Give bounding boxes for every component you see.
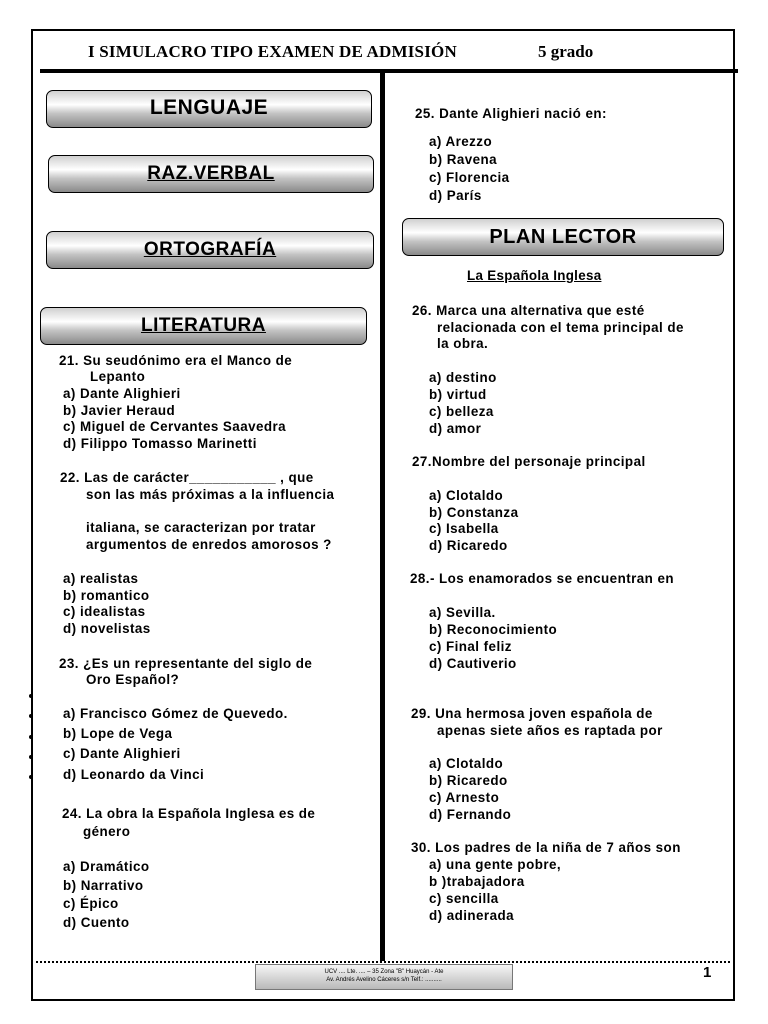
- q27-text: 27.Nombre del personaje principal: [412, 454, 646, 469]
- margin-bullet: [29, 694, 33, 698]
- section-raz-verbal-label: RAZ.VERBAL: [147, 163, 275, 184]
- q21-text: 21. Su seudónimo era el Manco de: [59, 353, 293, 368]
- q29-option-c: c) Arnesto: [429, 790, 500, 805]
- column-divider: [380, 73, 385, 961]
- q30-option-c: c) sencilla: [429, 891, 499, 906]
- q24-option-a: a) Dramático: [63, 859, 150, 874]
- section-raz-verbal: [48, 155, 374, 193]
- q23-option-c: c) Dante Alighieri: [63, 746, 181, 761]
- q28-option-c: c) Final feliz: [429, 639, 512, 654]
- q27-option-a: a) Clotaldo: [429, 488, 504, 503]
- margin-bullet: [29, 775, 33, 779]
- q29-text: 29. Una hermosa joven española de: [411, 706, 653, 721]
- q22-text-cont1: son las más próximas a la influencia: [86, 487, 335, 502]
- q30-option-a: a) una gente pobre,: [429, 857, 562, 872]
- q22-option-d: d) novelistas: [63, 621, 151, 636]
- q23-option-a: a) Francisco Gómez de Quevedo.: [63, 706, 288, 721]
- q26-option-c: c) belleza: [429, 404, 494, 419]
- q21-option-a: a) Dante Alighieri: [63, 386, 181, 401]
- q25-option-b: b) Ravena: [429, 152, 498, 167]
- q25-option-d: d) París: [429, 188, 482, 203]
- margin-bullet: [29, 755, 33, 759]
- margin-bullet: [29, 714, 33, 718]
- q25-text: 25. Dante Alighieri nació en:: [415, 106, 607, 121]
- q22-option-c: c) idealistas: [63, 604, 146, 619]
- q23-option-b: b) Lope de Vega: [63, 726, 173, 741]
- q27-option-c: c) Isabella: [429, 521, 499, 536]
- q30-option-d: d) adinerada: [429, 908, 515, 923]
- section-lenguaje: [46, 90, 372, 128]
- q27-option-d: d) Ricaredo: [429, 538, 508, 553]
- q22-text: 22. Las de carácter___________ , que: [60, 470, 314, 485]
- q29-option-b: b) Ricaredo: [429, 773, 508, 788]
- section-literatura-label: LITERATURA: [141, 315, 266, 336]
- q29-option-a: a) Clotaldo: [429, 756, 504, 771]
- footer-address-box: [255, 964, 513, 990]
- footer-address-line1: UCV .... Lte. .... – 35 Zona "B" Huaycán - Ate: [324, 969, 444, 975]
- q21-option-c: c) Miguel de Cervantes Saavedra: [63, 419, 287, 434]
- q24-option-c: c) Épico: [63, 896, 119, 911]
- q28-option-a: a) Sevilla.: [429, 605, 496, 620]
- section-ortografia-label: ORTOGRAFÍA: [143, 239, 277, 260]
- footer-rule: [36, 961, 730, 963]
- book-title: La Española Inglesa: [467, 268, 602, 283]
- q25-option-c: c) Florencia: [429, 170, 510, 185]
- q26-text-cont1: relacionada con el tema principal de: [437, 320, 684, 335]
- q24-text-cont: género: [83, 824, 131, 839]
- q30-option-b: b )trabajadora: [429, 874, 525, 889]
- section-ortografia: [46, 231, 374, 269]
- grade-label: 5 grado: [538, 42, 594, 61]
- q28-option-b: b) Reconocimiento: [429, 622, 558, 637]
- q24-option-d: d) Cuento: [63, 915, 130, 930]
- section-literatura: [40, 307, 367, 345]
- exam-title: I SIMULACRO TIPO EXAMEN DE ADMISIÓN: [88, 42, 457, 61]
- q26-option-b: b) virtud: [429, 387, 487, 402]
- q26-text-cont2: la obra.: [437, 336, 489, 351]
- header: [40, 36, 730, 68]
- q29-text-cont: apenas siete años es raptada por: [437, 723, 663, 738]
- q21-option-d: d) Filippo Tomasso Marinetti: [63, 436, 257, 451]
- q25-option-a: a) Arezzo: [429, 134, 493, 149]
- header-rule: [40, 69, 738, 73]
- q26-option-a: a) destino: [429, 370, 497, 385]
- q22-option-a: a) realistas: [63, 571, 139, 586]
- q24-text: 24. La obra la Española Inglesa es de: [62, 806, 316, 821]
- q22-text-cont2: italiana, se caracterizan por tratar: [86, 520, 316, 535]
- q21-text-cont: Lepanto: [90, 369, 146, 384]
- section-plan-lector-label: PLAN LECTOR: [489, 226, 637, 248]
- q23-option-d: d) Leonardo da Vinci: [63, 767, 205, 782]
- q23-text-cont: Oro Español?: [86, 672, 180, 687]
- q30-text: 30. Los padres de la niña de 7 años son: [411, 840, 681, 855]
- section-plan-lector: [402, 218, 724, 256]
- q28-option-d: d) Cautiverio: [429, 656, 517, 671]
- margin-bullet: [29, 735, 33, 739]
- q29-option-d: d) Fernando: [429, 807, 512, 822]
- q22-option-b: b) romantico: [63, 588, 150, 603]
- q26-text: 26. Marca una alternativa que esté: [412, 303, 645, 318]
- q27-option-b: b) Constanza: [429, 505, 519, 520]
- page-number: 1: [703, 964, 712, 981]
- q22-text-cont3: argumentos de enredos amorosos ?: [86, 537, 332, 552]
- q26-option-d: d) amor: [429, 421, 482, 436]
- q21-option-b: b) Javier Heraud: [63, 403, 176, 418]
- q28-text: 28.- Los enamorados se encuentran en: [410, 571, 675, 586]
- q23-text: 23. ¿Es un representante del siglo de: [59, 656, 313, 671]
- footer-address-line2: Av. Andrés Avelino Cáceres s/n Telf.: ..........: [326, 977, 442, 983]
- section-lenguaje-label: LENGUAJE: [149, 96, 269, 119]
- q24-option-b: b) Narrativo: [63, 878, 144, 893]
